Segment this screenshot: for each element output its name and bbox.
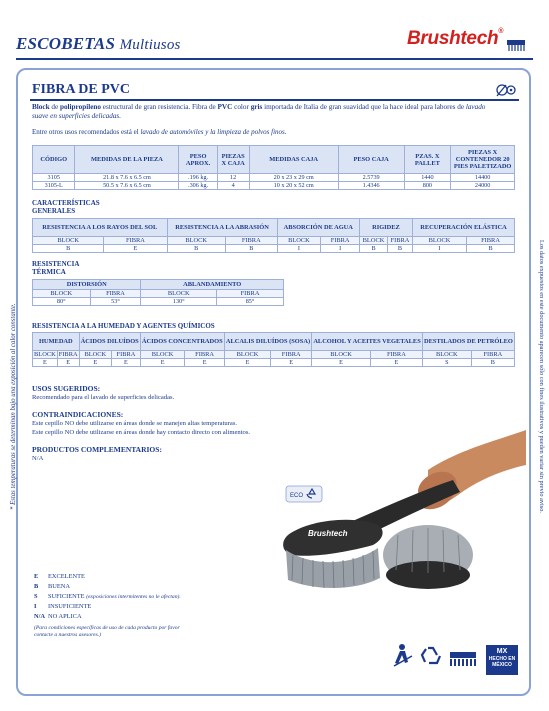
contraindication-line: Este cepillo NO debe utilizarse en áreas donde se manejen altas temperaturas. bbox=[32, 420, 238, 427]
thermal-table bbox=[32, 279, 284, 306]
char-header: RIGIDEZ bbox=[359, 219, 412, 237]
suggested-uses-text: Recomendado para el lavado de superficies delicadas. bbox=[32, 394, 175, 401]
eco-badge-text: ECO bbox=[290, 493, 304, 499]
legend-item bbox=[34, 572, 184, 582]
chem-sub: BLOCK bbox=[34, 351, 56, 358]
chem-header: ÁCIDOS DILUÍDOS bbox=[79, 333, 140, 351]
table-cell: E bbox=[224, 359, 270, 367]
char-header: RESISTENCIA A LOS RAYOS DEL SOL bbox=[33, 219, 168, 237]
table-cell: E bbox=[33, 359, 58, 367]
table-cell: I bbox=[321, 245, 360, 253]
characteristics-label bbox=[32, 199, 100, 215]
brush-icon bbox=[450, 652, 476, 666]
page-title-main: ESCOBETAS bbox=[16, 34, 116, 53]
complementary-products-text: N/A bbox=[32, 455, 44, 462]
section-divider bbox=[30, 99, 519, 101]
table-cell: 12 bbox=[217, 174, 249, 182]
section-title: FIBRA DE PVC bbox=[32, 82, 131, 97]
chem-sub: FIBRA bbox=[471, 351, 514, 359]
product-description bbox=[32, 103, 500, 121]
label-line: CARACTERÍSTICAS bbox=[32, 199, 100, 207]
uses-intro: Entre otros usos recomendados está el bbox=[32, 128, 141, 136]
table-cell: 24000 bbox=[451, 182, 515, 190]
table-cell: 4 bbox=[217, 182, 249, 190]
table-cell: 53° bbox=[90, 298, 141, 306]
suggested-uses-title: USOS SUGERIDOS: bbox=[32, 384, 101, 393]
chemical-label: RESISTENCIA A LA HUMEDAD Y AGENTES QUÍMICOS bbox=[32, 322, 215, 330]
chem-sub: FIBRA bbox=[58, 351, 78, 358]
logo-reg-mark: ® bbox=[498, 28, 504, 35]
table-row bbox=[33, 182, 515, 190]
table-cell: E bbox=[271, 359, 312, 367]
table-cell: E bbox=[104, 245, 167, 253]
chem-header: ÁCIDOS CONCENTRADOS bbox=[140, 333, 224, 351]
desc-part: polipropileno bbox=[59, 103, 101, 111]
chem-header: ALCOHOL Y ACEITES VEGETALES bbox=[312, 333, 423, 351]
chem-sub: FIBRA bbox=[271, 351, 312, 359]
table-cell: E bbox=[79, 359, 111, 367]
thermal-sub: BLOCK bbox=[33, 290, 91, 298]
legend-note: (Para condiciones específicas de uso de cada producto por favor contacte a nuestros asesores.) bbox=[34, 625, 180, 638]
table-cell: B bbox=[467, 245, 515, 253]
table-cell: I bbox=[277, 245, 321, 253]
mx-line: MÉXICO bbox=[492, 662, 512, 668]
rating-legend bbox=[34, 572, 184, 639]
table-cell: E bbox=[57, 359, 79, 367]
contraindication-line: Este cepillo NO debe utilizarse en áreas donde hay contacto directo con alimentos. bbox=[32, 429, 251, 436]
table-cell: 1440 bbox=[404, 174, 451, 182]
desc-part: lavado suave en superficies delicadas. bbox=[32, 103, 486, 120]
spec-header: PIEZAS X CAJA bbox=[217, 146, 249, 174]
table-row bbox=[33, 359, 515, 367]
chem-header: HUMEDAD bbox=[33, 333, 80, 351]
legend-item bbox=[34, 592, 184, 602]
page-title-sub: Multiusos bbox=[119, 37, 181, 53]
chem-sub: BLOCK bbox=[312, 351, 371, 359]
brushtech-logo bbox=[407, 28, 503, 50]
legend-key: E bbox=[34, 573, 39, 580]
table-cell: 2.5739 bbox=[338, 174, 404, 182]
char-sub: BLOCK bbox=[359, 237, 387, 245]
table-cell: B bbox=[33, 245, 104, 253]
char-sub: BLOCK bbox=[167, 237, 225, 245]
uses-italic: lavado de automóviles y la limpieza de polvos finos. bbox=[140, 128, 287, 136]
char-sub: FIBRA bbox=[388, 237, 413, 245]
table-cell: E bbox=[140, 359, 185, 367]
spec-header: CÓDIGO bbox=[33, 146, 75, 174]
logo-text: Brushtech bbox=[407, 28, 499, 49]
legend-item bbox=[34, 602, 184, 612]
legend-key: S bbox=[34, 593, 38, 600]
thermal-header: ABLANDAMIENTO bbox=[141, 280, 284, 290]
recycle-icon bbox=[422, 648, 440, 663]
brush-logo-icon bbox=[506, 38, 526, 52]
char-header: ABSORCIÓN DE AGUA bbox=[277, 219, 359, 237]
side-note-right bbox=[533, 240, 547, 560]
table-cell: 10 x 20 x 52 cm bbox=[249, 182, 338, 190]
table-cell: 80° bbox=[33, 298, 91, 306]
char-sub: FIBRA bbox=[104, 237, 167, 245]
contraindications-title: CONTRAINDICACIONES: bbox=[32, 410, 124, 419]
table-cell: 50.5 x 7.6 x 6.5 cm bbox=[75, 182, 179, 190]
table-cell: B bbox=[471, 359, 514, 367]
thermal-sub: FIBRA bbox=[90, 290, 141, 298]
sweeper-icon bbox=[394, 644, 412, 666]
page-title bbox=[16, 34, 181, 54]
legend-key: B bbox=[34, 583, 39, 590]
table-cell: B bbox=[388, 245, 413, 253]
side-note-left bbox=[10, 270, 24, 510]
char-sub: BLOCK bbox=[277, 237, 321, 245]
chem-sub: FIBRA bbox=[370, 351, 422, 359]
photo-brand-text: Brushtech bbox=[308, 529, 348, 538]
spec-header: PESO APROX. bbox=[179, 146, 217, 174]
spec-header: PESO CAJA bbox=[338, 146, 404, 174]
chem-header: DESTILADOS DE PETRÓLEO bbox=[422, 333, 514, 351]
table-cell: S bbox=[422, 359, 471, 367]
label-line: TÉRMICA bbox=[32, 268, 66, 276]
spec-header: MEDIDAS CAJA bbox=[249, 146, 338, 174]
chem-sub: BLOCK bbox=[224, 351, 270, 359]
char-sub: FIBRA bbox=[321, 237, 360, 245]
complementary-products-title: PRODUCTOS COMPLEMENTARIOS: bbox=[32, 445, 162, 454]
chem-sub: BLOCK bbox=[140, 351, 185, 359]
chem-sub: BLOCK bbox=[422, 351, 471, 359]
table-cell: .196 kg. bbox=[179, 174, 217, 182]
side-note-left-text: * Estas temperaturas se determinan bajo una exposición al calor constante. bbox=[10, 303, 17, 510]
spec-table bbox=[32, 145, 515, 190]
desc-part: Block bbox=[32, 103, 50, 111]
table-cell: B bbox=[167, 245, 225, 253]
chem-sub: BLOCK bbox=[79, 351, 111, 359]
made-in-mexico-badge bbox=[486, 645, 518, 675]
product-uses bbox=[32, 128, 287, 136]
legend-value: SUFICIENTE bbox=[48, 593, 85, 600]
table-cell: I bbox=[412, 245, 466, 253]
char-header: RESISTENCIA A LA ABRASIÓN bbox=[167, 219, 277, 237]
legend-value: BUENA bbox=[48, 583, 71, 590]
char-sub: BLOCK bbox=[33, 237, 104, 245]
thermal-label bbox=[32, 260, 79, 276]
table-cell: E bbox=[370, 359, 422, 367]
desc-part: estructural de gran resistencia. Fibra de bbox=[100, 103, 218, 111]
usage-icon bbox=[496, 82, 516, 98]
table-cell: 21.8 x 7.6 x 6.5 cm bbox=[75, 174, 179, 182]
desc-part: PVC bbox=[217, 103, 233, 111]
table-cell: 20 x 23 x 29 cm bbox=[249, 174, 338, 182]
footer-icon-row bbox=[392, 642, 482, 670]
label-line: RESISTENCIA bbox=[32, 260, 80, 268]
table-cell: 3105 bbox=[33, 174, 75, 182]
spec-header: PZAS. X PALLET bbox=[404, 146, 451, 174]
desc-part: importada de Italia de gran suavidad que la hace ideal para labores de bbox=[262, 103, 466, 111]
desc-part: de bbox=[49, 103, 60, 111]
table-cell: 85° bbox=[217, 298, 284, 306]
mx-line: MX bbox=[496, 648, 508, 655]
label-line: GENERALES bbox=[32, 207, 76, 215]
table-cell: E bbox=[112, 359, 141, 367]
legend-key: N/A bbox=[34, 613, 46, 620]
desc-part: gris bbox=[250, 103, 263, 111]
table-cell: B bbox=[359, 245, 387, 253]
legend-extra: (exposiciones intermitentes no le afectan). bbox=[86, 594, 181, 600]
thermal-sub: FIBRA bbox=[217, 290, 284, 298]
header-divider bbox=[16, 58, 533, 60]
table-cell: 800 bbox=[404, 182, 451, 190]
legend-value: NO APLICA bbox=[48, 613, 82, 620]
chem-header: ALCALIS DILUÍDOS (SOSA) bbox=[224, 333, 311, 351]
side-note-right-text: Los datos expuestos en este documento aparecen sólo con fines ilustrativos y pueden variar sin previo aviso. bbox=[538, 240, 545, 513]
thermal-header: DISTORSIÓN bbox=[33, 280, 141, 290]
table-cell: 14400 bbox=[451, 174, 515, 182]
table-cell: 130° bbox=[141, 298, 217, 306]
table-cell: E bbox=[312, 359, 371, 367]
table-cell: .306 kg. bbox=[179, 182, 217, 190]
thermal-sub: BLOCK bbox=[141, 290, 217, 298]
table-cell: B bbox=[225, 245, 277, 253]
table-row bbox=[33, 174, 515, 182]
table-cell: E bbox=[185, 359, 224, 367]
char-header: RECUPERACIÓN ELÁSTICA bbox=[412, 219, 514, 237]
chem-sub: FIBRA bbox=[112, 351, 141, 359]
chemical-table bbox=[32, 332, 515, 367]
spec-header: MEDIDAS DE LA PIEZA bbox=[75, 146, 179, 174]
table-row bbox=[33, 298, 284, 306]
legend-key: I bbox=[34, 603, 37, 610]
desc-part: color bbox=[232, 103, 251, 111]
chem-sub: FIBRA bbox=[185, 351, 224, 359]
spec-header: PIEZAS X CONTENEDOR 20 PIES PALETIZADO bbox=[451, 146, 515, 174]
product-photo bbox=[268, 410, 526, 610]
char-sub: FIBRA bbox=[467, 237, 515, 245]
table-row bbox=[33, 245, 515, 253]
char-sub: BLOCK bbox=[412, 237, 466, 245]
mx-line: HECHO EN bbox=[488, 656, 516, 662]
characteristics-table bbox=[32, 218, 515, 253]
legend-item bbox=[34, 582, 184, 592]
legend-item bbox=[34, 612, 184, 622]
table-cell: 1.4346 bbox=[338, 182, 404, 190]
table-cell: 3105-L bbox=[33, 182, 75, 190]
char-sub: FIBRA bbox=[225, 237, 277, 245]
legend-value: EXCELENTE bbox=[48, 573, 85, 580]
legend-value: INSUFICIENTE bbox=[48, 603, 92, 610]
